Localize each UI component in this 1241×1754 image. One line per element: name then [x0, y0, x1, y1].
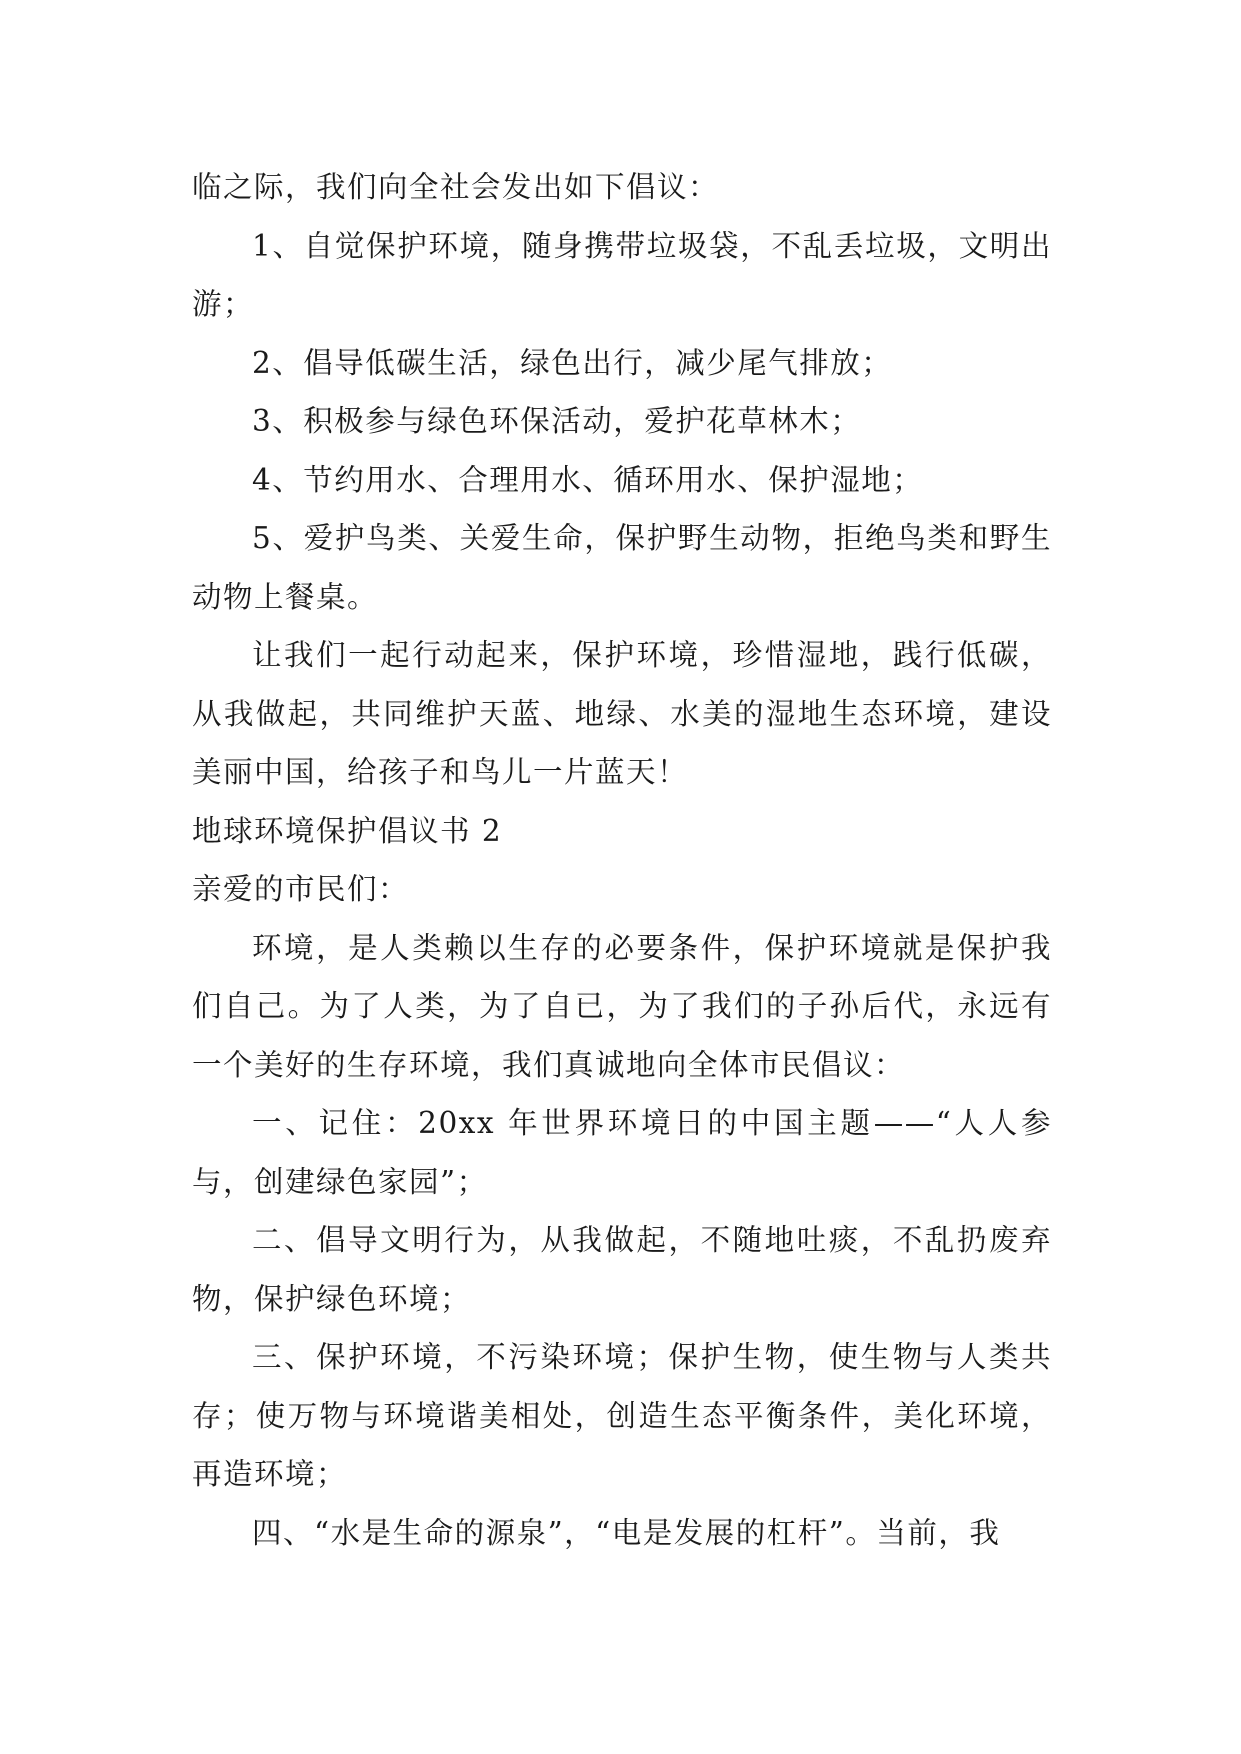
paragraph-point-4: 四、“水是生命的源泉”，“电是发展的杠杆”。当前，我: [252, 1515, 1001, 1550]
paragraph-item-1: 1、自觉保护环境，随身携带垃圾袋，不乱丢垃圾，文明出游；: [192, 228, 1052, 321]
document-body: [192, 158, 1052, 1562]
paragraph-environment-intro: 环境，是人类赖以生存的必要条件，保护环境就是保护我们自己。为了人类，为了自已，为了我们的子孙后代，永远有一个美好的生存环境，我们真诚地向全体市民倡议：: [192, 930, 1052, 1082]
section-title: 地球环境保护倡议书 2: [192, 813, 503, 848]
paragraph-call-to-action: 让我们一起行动起来，保护环境，珍惜湿地，践行低碳，从我做起，共同维护天蓝、地绿、水美的湿地生态环境，建设美丽中国，给孩子和鸟儿一片蓝天！: [192, 638, 1052, 789]
paragraph-point-3: 三、保护环境，不污染环境；保护生物，使生物与人类共存；使万物与环境谐美相处，创造生态平衡条件，美化环境，再造环境；: [192, 1340, 1052, 1491]
salutation: 亲爱的市民们：: [192, 872, 410, 906]
paragraph-item-2: 2、倡导低碳生活，绿色出行，减少尾气排放；: [252, 345, 893, 380]
paragraph-point-1: 一、记住：20xx 年世界环境日的中国主题——“人人参与，创建绿色家园”；: [192, 1106, 1052, 1199]
paragraph-item-4: 4、节约用水、合理用水、循环用水、保护湿地；: [252, 462, 924, 497]
paragraph-point-2: 二、倡导文明行为，从我做起，不随地吐痰，不乱扔废弃物，保护绿色环境；: [192, 1223, 1052, 1316]
paragraph-intro: 临之际，我们向全社会发出如下倡议：: [192, 170, 720, 204]
paragraph-item-3: 3、积极参与绿色环保活动，爱护花草林木；: [252, 404, 862, 438]
paragraph-item-5: 5、爱护鸟类、关爱生命，保护野生动物，拒绝鸟类和野生动物上餐桌。: [192, 521, 1052, 614]
